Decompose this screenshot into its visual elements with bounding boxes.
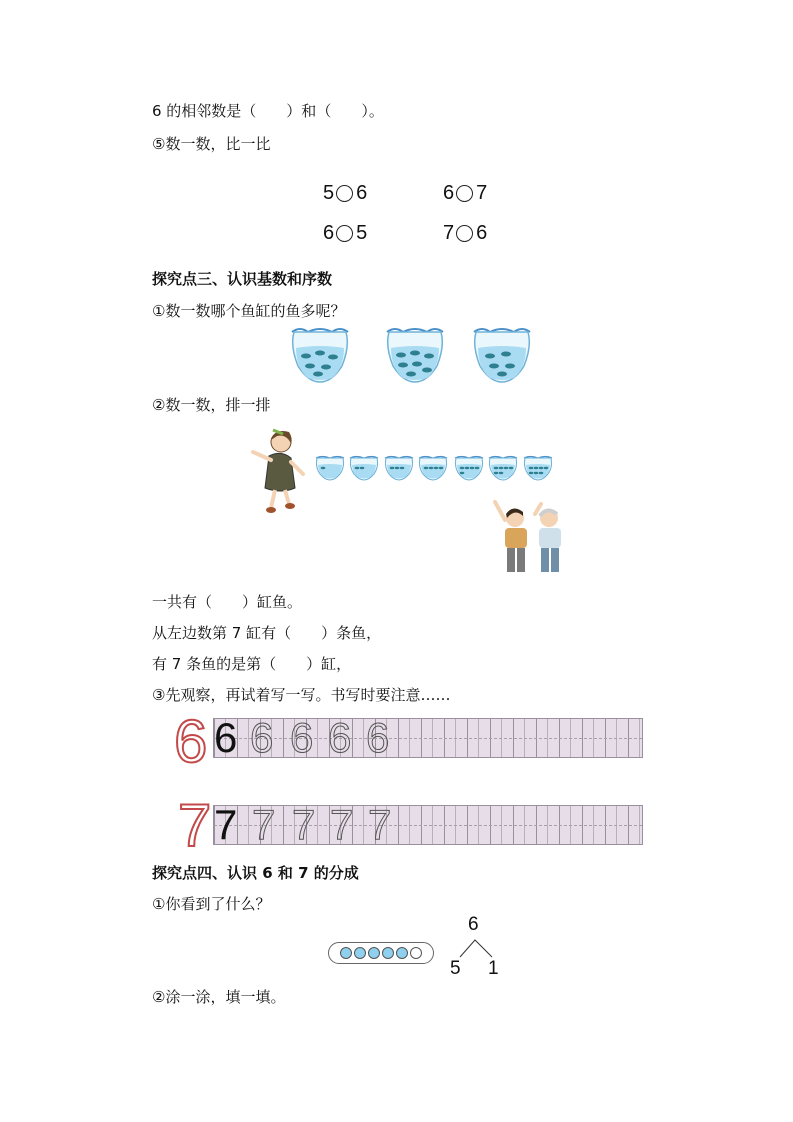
fishbowl-icon xyxy=(288,326,352,384)
tracing-digit: 7 xyxy=(330,801,354,848)
count-compare-title: ⑤数一数，比一比 xyxy=(152,135,271,153)
compare-left: 6 xyxy=(443,182,455,204)
color-fill-instruction: ②涂一涂，填一填。 xyxy=(152,988,286,1006)
tracing-digit: 6 xyxy=(290,714,314,761)
bead-empty[interactable] xyxy=(410,947,422,959)
compare-item xyxy=(323,222,367,245)
tracing-digit: 6 xyxy=(366,714,390,761)
split-part-a: 5 xyxy=(450,958,461,979)
practice-digit: 6 xyxy=(214,714,238,761)
bead-filled[interactable] xyxy=(340,947,352,959)
fishbowl-icon xyxy=(470,326,534,384)
small-fishbowl-icon xyxy=(383,455,415,481)
compare-item xyxy=(323,182,367,205)
what-see-question: ①你看到了什么？ xyxy=(152,895,271,913)
compare-right: 5 xyxy=(356,222,368,244)
small-fishbowl-icon xyxy=(314,455,346,481)
compare-left: 6 xyxy=(323,222,335,244)
compare-right: 7 xyxy=(476,182,488,204)
compare-item xyxy=(443,182,487,205)
compare-circle[interactable] xyxy=(336,225,353,242)
fishbowl-icon xyxy=(383,326,447,384)
bead-filled[interactable] xyxy=(396,947,408,959)
tracing-digit: 7 xyxy=(368,801,392,848)
split-total: 6 xyxy=(468,914,479,935)
model-digit-six: 6 xyxy=(174,708,208,775)
bead-bar xyxy=(328,942,434,964)
compare-circle[interactable] xyxy=(456,225,473,242)
seventh-bowl-question: 从左边数第 7 缸有（ ）条鱼， xyxy=(152,624,382,642)
small-fishbowl-icon xyxy=(417,455,449,481)
small-fishbowl-icon xyxy=(453,455,485,481)
writing-grid-seven[interactable] xyxy=(213,801,643,848)
count-arrange-title: ②数一数，排一排 xyxy=(152,396,271,414)
bead-filled[interactable] xyxy=(354,947,366,959)
compare-left: 5 xyxy=(323,182,335,204)
which-bowl-question: ①数一数哪个鱼缸的鱼多呢？ xyxy=(152,302,346,320)
neighbor-question: 6 的相邻数是（ ）和（ ）。 xyxy=(152,102,384,120)
compare-left: 7 xyxy=(443,222,455,244)
compare-circle[interactable] xyxy=(336,185,353,202)
bead-filled[interactable] xyxy=(382,947,394,959)
section-heading-3: 探究点三、认识基数和序数 xyxy=(152,270,333,288)
boys-illustration xyxy=(489,500,573,578)
compare-right: 6 xyxy=(476,222,488,244)
compare-right: 6 xyxy=(356,182,368,204)
practice-digit: 7 xyxy=(214,801,238,848)
compare-item xyxy=(443,222,487,245)
tracing-digit: 6 xyxy=(328,714,352,761)
girl-illustration xyxy=(247,428,309,516)
small-fishbowl-icon xyxy=(522,455,554,481)
model-digit-seven: 7 xyxy=(178,792,212,859)
tracing-digit: 7 xyxy=(252,801,276,848)
bead-filled[interactable] xyxy=(368,947,380,959)
compare-circle[interactable] xyxy=(456,185,473,202)
writing-grid-six[interactable] xyxy=(213,714,643,761)
seven-fish-question: 有 7 条鱼的是第（ ）缸， xyxy=(152,655,352,673)
section-heading-4: 探究点四、认识 6 和 7 的分成 xyxy=(152,864,359,882)
split-lines xyxy=(456,937,496,959)
tracing-digit: 7 xyxy=(292,801,316,848)
tracing-digit: 6 xyxy=(250,714,274,761)
total-bowls-question: 一共有（ ）缸鱼。 xyxy=(152,593,303,611)
split-part-b: 1 xyxy=(488,958,499,979)
writing-instruction: ③先观察，再试着写一写。书写时要注意…… xyxy=(152,686,451,704)
small-fishbowl-icon xyxy=(348,455,380,481)
small-fishbowl-icon xyxy=(487,455,519,481)
